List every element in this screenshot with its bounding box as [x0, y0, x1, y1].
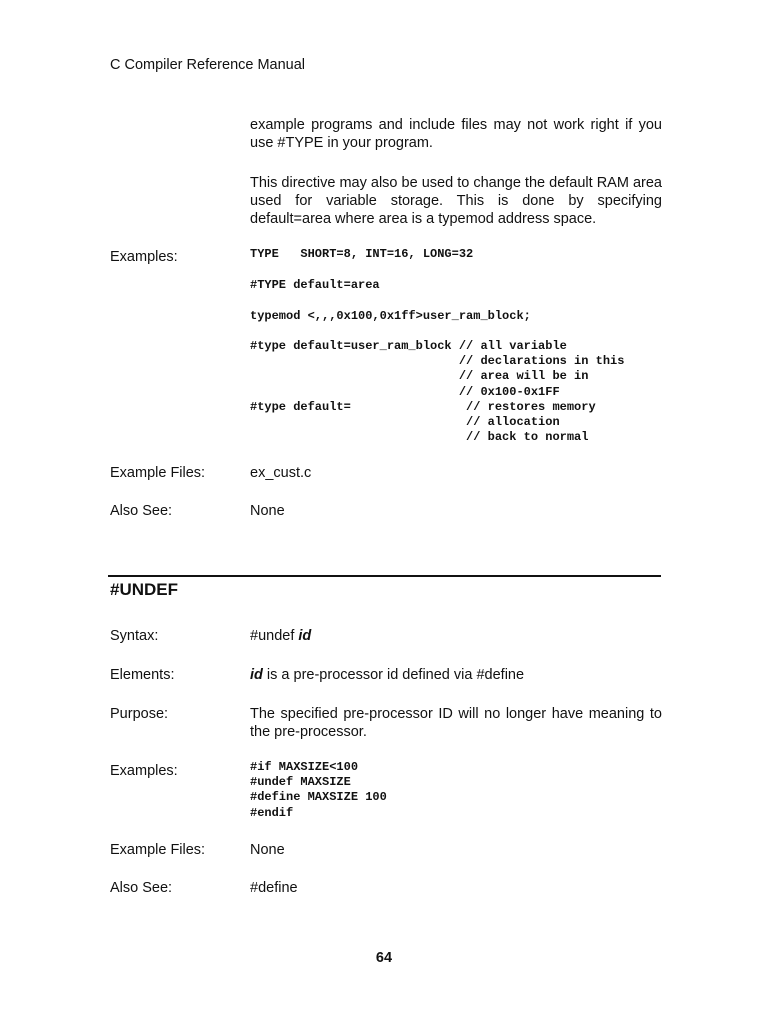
- undef-purpose-label: Purpose:: [110, 706, 169, 722]
- type-continuation-paragraph: example programs and include files may not work right if you use #TYPE in your program.: [250, 117, 662, 151]
- type-examples-label: Examples:: [110, 249, 178, 265]
- undef-example-files-value: None: [250, 842, 285, 858]
- undef-syntax-value: [250, 627, 311, 645]
- type-ram-paragraph: This directive may also be used to change the default RAM area used for variable storage. This is done by specifying default=area where area is a typemod address space.: [250, 175, 662, 227]
- undef-syntax-label: Syntax:: [110, 628, 159, 644]
- type-also-see-value: None: [250, 503, 285, 519]
- undef-examples-label: Examples:: [110, 763, 178, 779]
- type-also-see-label: Also See:: [110, 503, 173, 519]
- section-divider: [108, 575, 661, 577]
- undef-purpose-text: The specified pre-processor ID will no longer have meaning to the pre-processor.: [250, 706, 662, 740]
- undef-elements-param: id: [250, 667, 263, 683]
- undef-example-files-label: Example Files:: [110, 842, 206, 858]
- section-title-undef: #UNDEF: [110, 580, 179, 599]
- undef-also-see-value: #define: [250, 880, 298, 896]
- undef-elements-value: [250, 666, 524, 684]
- undef-elements-text: is a pre-processor id defined via #define: [262, 667, 525, 683]
- type-code-line-2: #TYPE default=area: [250, 278, 380, 292]
- type-example-files-label: Example Files:: [110, 465, 206, 481]
- running-header: C Compiler Reference Manual: [110, 57, 306, 73]
- undef-also-see-label: Also See:: [110, 880, 173, 896]
- type-code-line-3: typemod <,,,0x100,0x1ff>user_ram_block;: [250, 309, 531, 323]
- page-number: 64: [375, 950, 393, 966]
- type-code-line-1: TYPE SHORT=8, INT=16, LONG=32: [250, 247, 474, 261]
- undef-syntax-prefix: #undef: [250, 628, 299, 644]
- undef-syntax-param: id: [298, 628, 312, 644]
- type-example-files-value: ex_cust.c: [250, 465, 312, 481]
- type-code-block-4: #type default=user_ram_block // all variable // declarations in this // area will be in // 0x100-0x1FF #type default= // restores memory // allocation // back to normal: [250, 339, 625, 445]
- undef-elements-label: Elements:: [110, 667, 175, 683]
- undef-code-block: #if MAXSIZE<100 #undef MAXSIZE #define MAXSIZE 100 #endif: [250, 760, 387, 820]
